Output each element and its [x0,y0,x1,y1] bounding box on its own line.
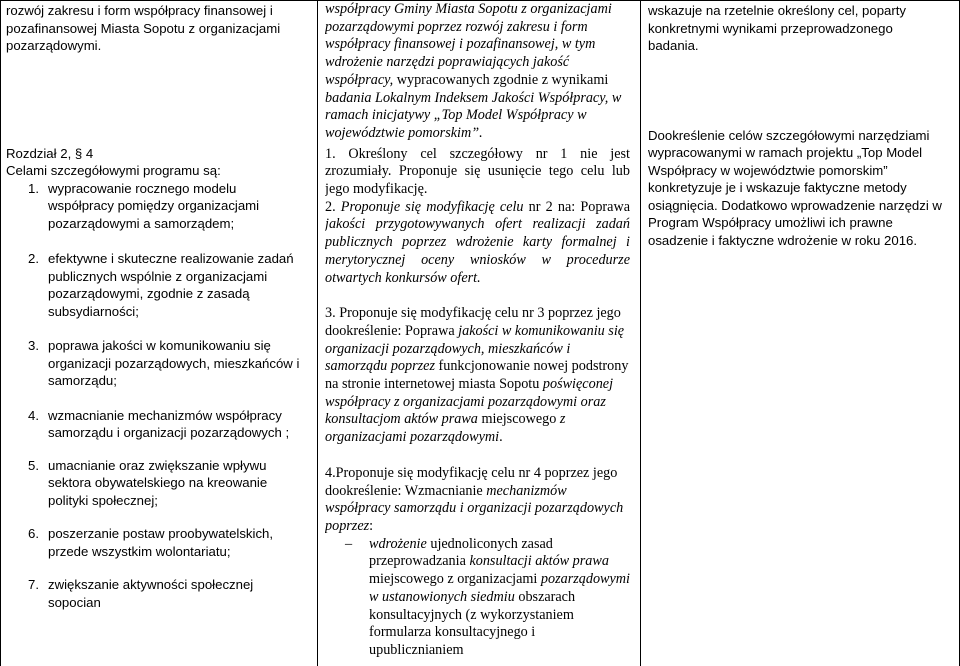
column-divider-3 [640,0,641,666]
goal-number: 5. [28,457,39,473]
text-italic: poświęconej współpracy z organizacjami pozarządowymi oraz konsultacjom aktów prawa [325,376,614,428]
goal-item [6,180,306,233]
column-divider-2 [317,0,318,666]
goal-text: wzmacnianie mechanizmów współpracy samorządu i organizacji pozarządowych ; [48,407,290,440]
text-regular: : [369,517,374,534]
text-regular: miejscowego [477,411,560,428]
proposal-goal-3 [325,305,630,447]
chapter-heading: Rozdział 2, § 4 [6,145,94,161]
text-italic: Proponuje się modyfikację celu [340,198,524,215]
text-italic: wdrożenie [369,535,427,552]
text-regular: miejscowego z organizacjami [369,571,541,588]
proposal-paragraph-intro [325,1,630,143]
goal-text: zwiększanie aktywności społecznej sopocian [48,577,254,610]
intro-text: rozwój zakresu i form współpracy finansowej i pozafinansowej Miasta Sopotu z organizacjami pozarządowymi. [6,3,281,53]
goal-text: wypracowanie rocznego modelu współpracy pomiędzy organizacjami pozarządowymi a samorządem; [48,180,260,231]
dash-list-item [325,536,630,660]
goal-item [6,250,306,320]
goal-item [6,337,306,390]
text-regular: obszarach konsultacyjnych (z wykorzystaniem formularza konsultacyjnego i upublicznianiem [369,588,576,658]
text-regular: 2. [325,198,341,215]
proposal-goal-4 [325,465,630,536]
text-regular: 3. Proponuje się modyfikację celu nr 3 poprzez jego dookreślenie: Poprawa [325,305,621,339]
text-italic: jakości w komunikowaniu się organizacji pozarządowych, mieszkańców i samorządu poprzez [325,322,625,375]
text-regular: ujednoliconych zasad przeprowadzania [369,535,553,570]
text-regular: . [499,429,503,446]
justification-text-1: wskazuje na rzetelnie określony cel, poparty konkretnymi wynikami przeprowadzonego badania. [648,3,907,53]
goal-item [6,457,306,510]
text-regular: 4.Proponuje się modyfikację celu nr 4 poprzez jego dookreślenie: Wzmacnianie [325,464,618,499]
goal-text: efektywne i skuteczne realizowanie zadań publicznych wspólnie z organizacjami pozarządowymi, zgodnie z zasadą subsydiarności; [48,251,294,319]
goal-number: 2. [28,251,39,266]
dash-bullet: – [345,535,353,552]
proposal-goal-2 [325,199,630,288]
goal-number: 4. [28,407,39,423]
column-divider-1 [0,0,1,666]
text-italic: konsultacji aktów prawa [469,553,609,570]
goal-item [6,525,306,560]
goal-number: 7. [28,577,39,592]
justification-text-2: Dookreślenie celów szczegółowymi narzędziami wypracowanymi w ramach projektu „Top Model Współpracy w województwie pomorskim” konkretyzuje je i wskazuje faktyczne metody osiągnięcia. Dodatkowo wprowadzenie narzędzi w Program Współpracy umożliwi ich prawne osadzenie i faktyczne wdrożenie w roku 2016. [648,127,942,248]
goal-number: 1. [28,180,39,196]
goal-text: poszerzanie postaw proobywatelskich, przede wszystkim wolontariatu; [48,526,274,559]
text-italic: badania Lokalnym Indeksem Jakości Współpracy, w ramach inicjatywy „Top Model Współpracy w województwie pomorskim”. [325,89,622,141]
text-regular: nr 2 na: Poprawa [523,198,630,215]
goal-number: 6. [28,526,39,541]
proposal-goal-1: 1. Określony cel szczegółowy nr 1 nie jest zrozumiały. Proponuje się usunięcie tego celu lub jego modyfikację. [325,145,630,198]
text-regular: wypracowanych zgodnie z wynikami [393,71,609,88]
text-italic: mechanizmów współpracy samorządu i organizacji pozarządowych poprzez [325,482,624,534]
text-italic: pozarządowymi w ustanowionych siedmiu [369,571,630,605]
column-current-text [6,0,306,666]
goal-number: 3. [28,338,39,353]
goal-item [6,576,306,611]
column-proposed-changes [325,0,630,666]
goal-text: umacnianie oraz zwiększanie wpływu sektora obywatelskiego na kreowanie polityki społecznej; [48,457,268,508]
goal-item [6,407,306,442]
text-italic: jakości przygotowywanych ofert realizacji zadań publicznych poprzez wdrożenie karty formalnej i merytorycznej oceny wniosków w procedurze otwartych konkursów ofert. [325,216,630,286]
text-italic: współpracy Gminy Miasta Sopotu z organizacjami pozarządowymi poprzez rozwój zakresu i form współpracy finansowej i pozafinansowej, w tym wdrożenie narzędzi poprawiających jakość współpracy, [325,1,612,88]
text-italic: z organizacjami pozarządowymi [325,411,566,446]
text-regular: funkcjonowanie nowej podstrony na stronie internetowej miasta Sopotu [325,358,629,393]
goals-heading: Celami szczegółowymi programu są: [6,163,221,178]
column-justification [648,0,946,666]
goal-text: poprawa jakości w komunikowaniu się organizacji pozarządowych, mieszkańców i samorządu; [48,338,300,388]
